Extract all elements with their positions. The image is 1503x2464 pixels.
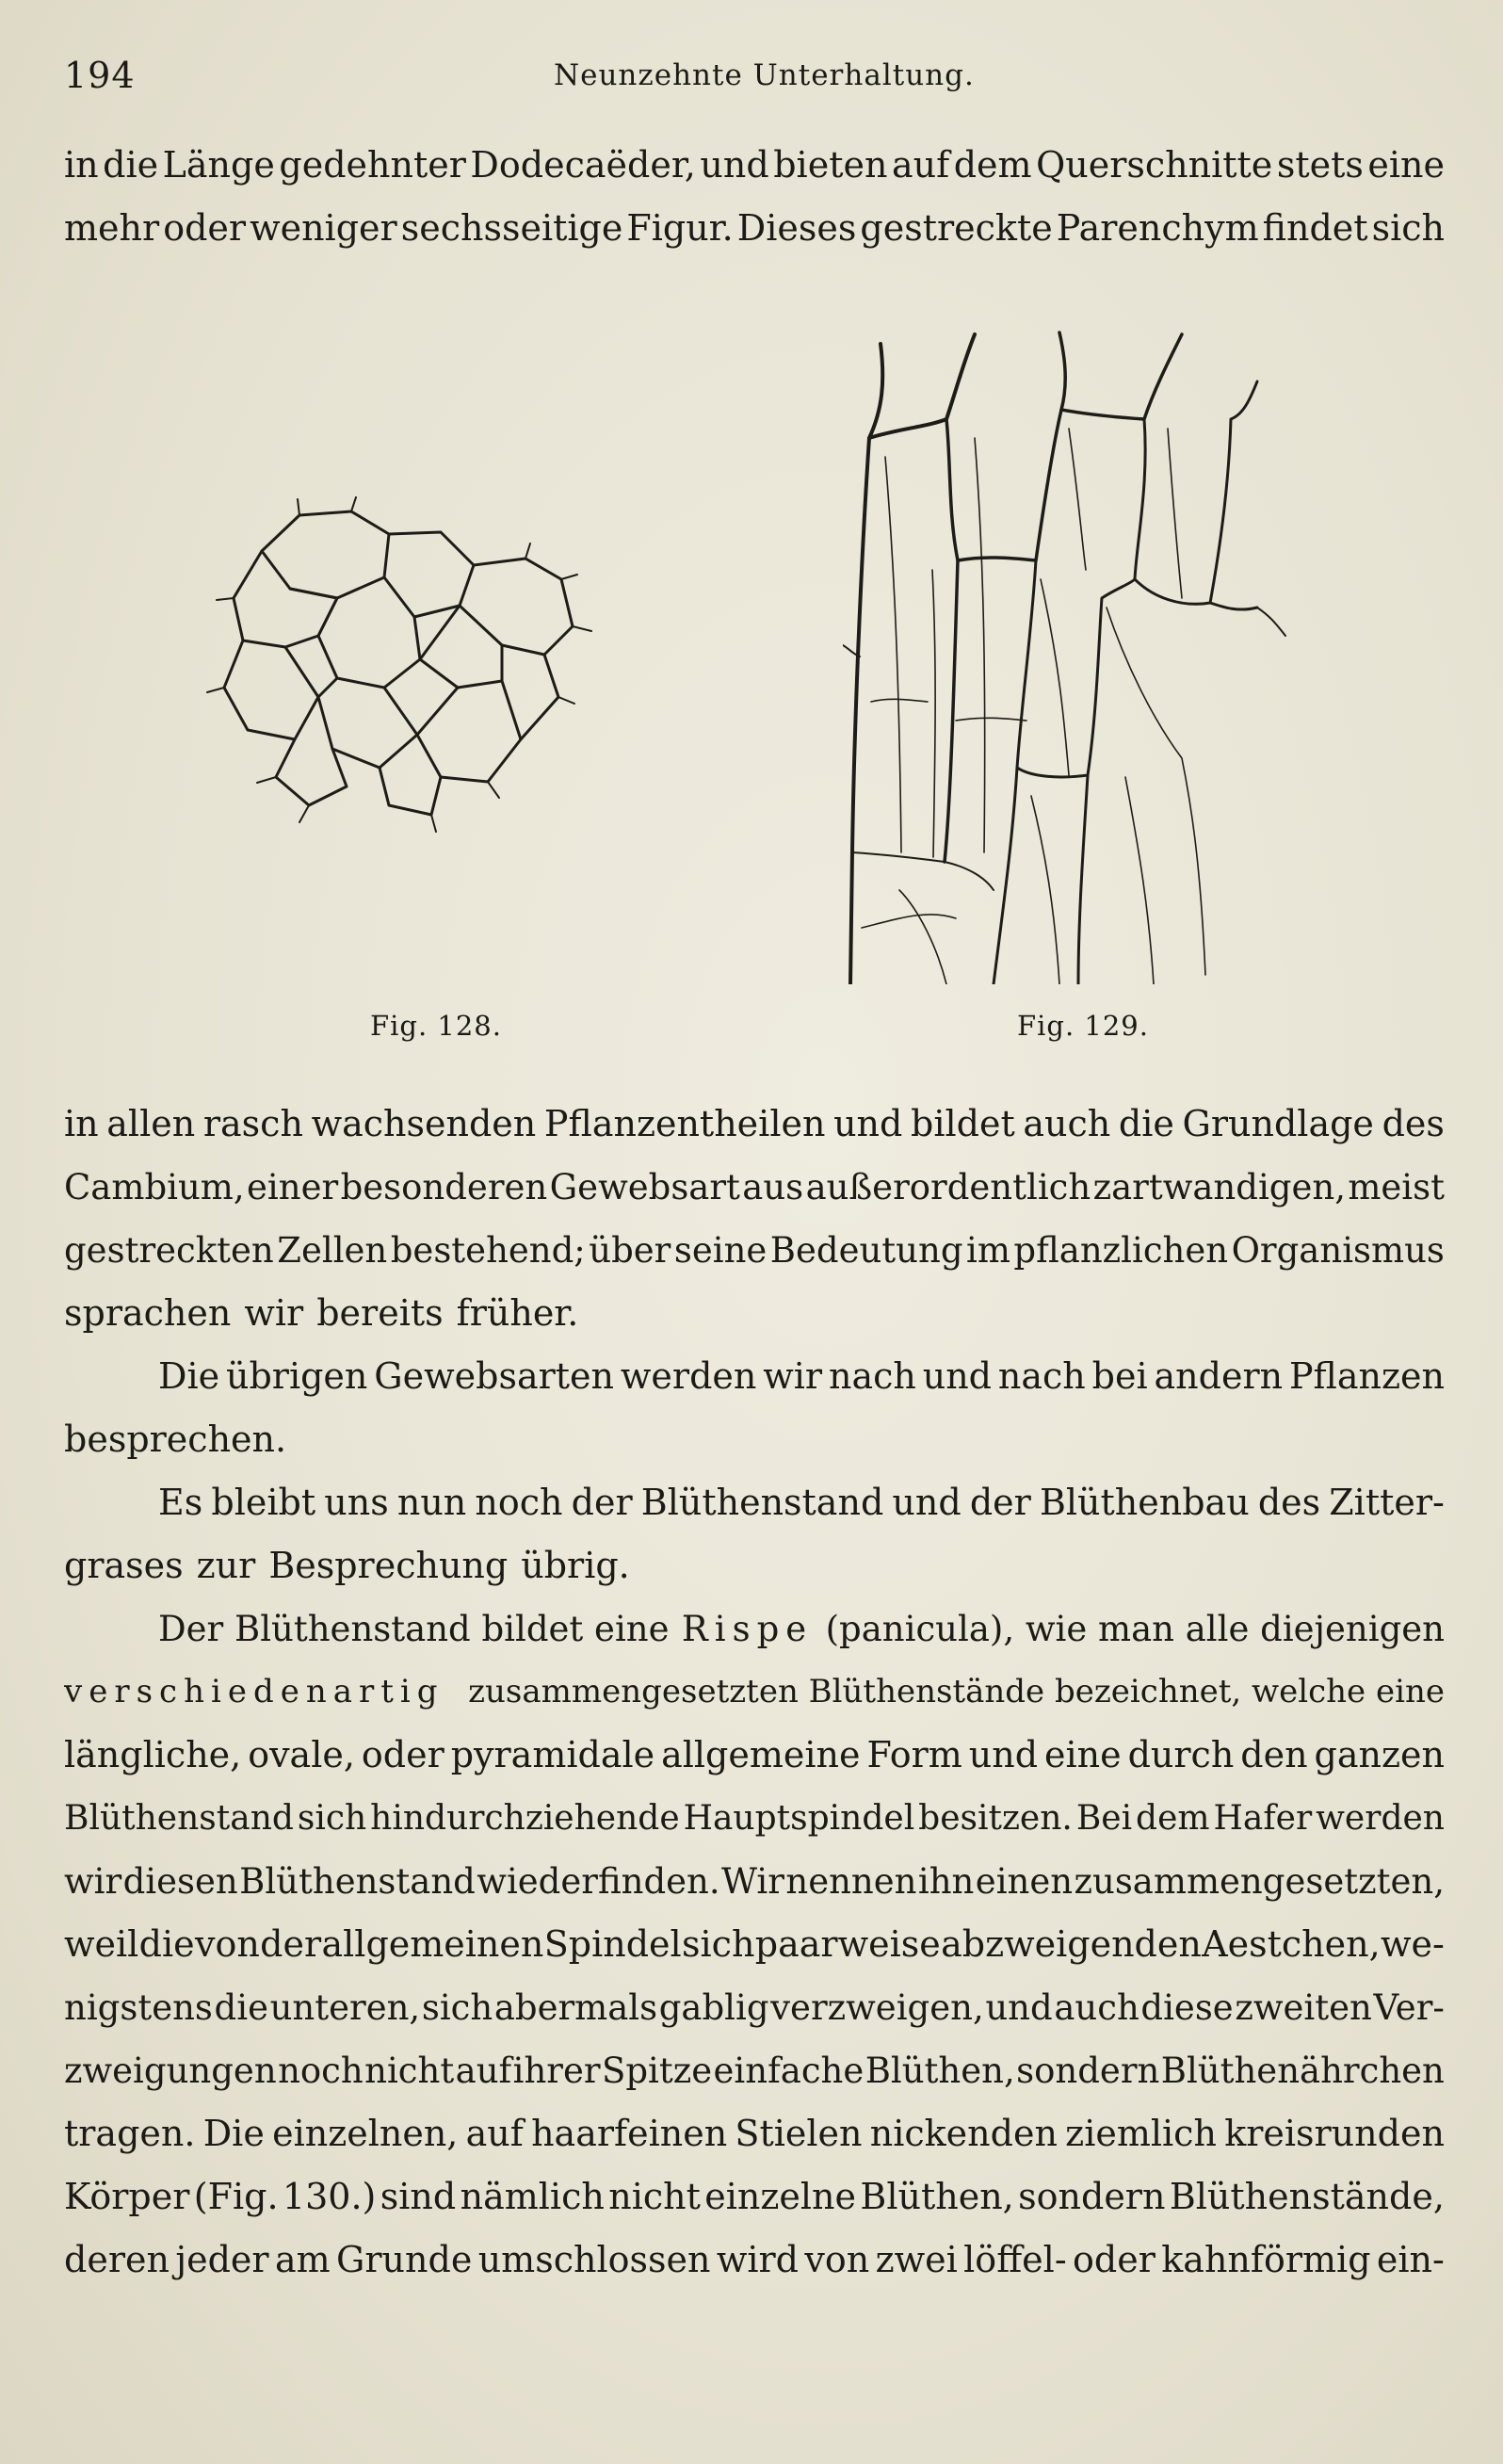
word: bei: [1091, 1355, 1148, 1397]
word: Länge: [162, 144, 275, 186]
word: Grunde: [336, 2239, 473, 2280]
word: einzelnen,: [272, 2113, 459, 2154]
word: besprechen.: [64, 1418, 287, 1460]
word: sich: [421, 1987, 493, 2028]
word: einfache: [713, 2051, 865, 2091]
text-line: [64, 1408, 1445, 1471]
word: die: [1118, 1103, 1174, 1144]
page-number: 194: [64, 55, 136, 96]
word: (Fig.: [193, 2176, 279, 2217]
word: sechsseitige: [400, 207, 623, 249]
word: und: [968, 1734, 1039, 1775]
word: ovale,: [248, 1734, 355, 1775]
word: Organismus: [1231, 1230, 1445, 1271]
word: ziemlich: [1065, 2113, 1217, 2154]
word: der: [571, 1482, 633, 1523]
word: ihn: [917, 1861, 975, 1902]
word: Körper: [64, 2176, 190, 2217]
word: bestehend;: [390, 1230, 586, 1271]
word: Besprechung: [268, 1545, 509, 1586]
word: die: [214, 1987, 268, 2028]
word: übrig.: [521, 1545, 630, 1586]
word: auf: [891, 144, 950, 186]
word: sondern: [1018, 2176, 1166, 2217]
word: und: [892, 1482, 962, 1523]
word: tragen.: [64, 2113, 196, 2154]
word: allgemeinen: [321, 1923, 544, 1965]
word: dem: [1136, 1799, 1210, 1838]
word: Querschnitte: [1036, 144, 1273, 186]
term-verschiedenartig: verschiedenartig: [64, 1673, 444, 1710]
figure-129-caption: Fig. 129.: [1017, 1010, 1149, 1042]
text-line: [64, 1219, 1445, 1282]
word: weniger: [250, 207, 397, 249]
word: in: [64, 1103, 99, 1144]
page-header: [64, 55, 1446, 111]
word: werden: [1316, 1799, 1445, 1838]
text-line: [64, 1850, 1445, 1913]
word: rasch: [202, 1103, 303, 1144]
word: die: [103, 144, 159, 186]
word: Dieses: [736, 207, 857, 249]
word: Hauptspindel: [683, 1799, 915, 1838]
word: abzweigenden: [941, 1923, 1202, 1965]
word: Gewebsarten: [374, 1355, 615, 1397]
word: die: [138, 1923, 195, 1965]
word: sich: [682, 1923, 755, 1965]
text-line: [64, 1787, 1445, 1850]
term-rispe: Rispe: [681, 1609, 814, 1649]
word: auch: [1054, 1987, 1139, 2028]
word: gablig: [658, 1987, 769, 2028]
word: Zellen: [277, 1230, 388, 1271]
word: des: [1382, 1103, 1445, 1144]
word: nigstens: [64, 1987, 213, 2028]
text-line-mixed: [64, 1661, 1445, 1724]
word: in: [64, 144, 99, 186]
word: zur: [196, 1545, 256, 1586]
word: paarweise: [754, 1923, 941, 1965]
text-line: [64, 1282, 1445, 1345]
text-block-main: [64, 1093, 1445, 2292]
word: wird: [716, 2239, 799, 2280]
word: zweigungen: [64, 2051, 277, 2091]
word: sind: [380, 2176, 457, 2217]
word: Cambium,: [64, 1167, 245, 1208]
word: noch: [475, 1482, 563, 1523]
word: Bedeutung: [769, 1230, 963, 1271]
word: bereits: [316, 1292, 444, 1334]
word: abermals: [493, 1987, 658, 2028]
word: Blüthenstand: [239, 1861, 476, 1902]
text-line: [64, 1724, 1445, 1787]
word: von: [804, 2239, 870, 2280]
word: sondern: [1016, 2051, 1160, 2091]
figure-129-elongated-cells: [843, 325, 1295, 984]
word: Hafer: [1213, 1799, 1313, 1838]
word: übrigen: [225, 1355, 368, 1397]
word: oder: [1073, 2239, 1156, 2280]
word: findet: [1262, 207, 1368, 249]
word: nämlich: [460, 2176, 605, 2217]
text-line: [64, 1156, 1445, 1219]
word: besonderen: [340, 1167, 548, 1208]
word: stets: [1276, 144, 1364, 186]
text-line-mixed: [64, 1597, 1445, 1661]
word: Form: [866, 1734, 962, 1775]
word: und: [985, 1987, 1053, 2028]
word: sprachen: [64, 1292, 232, 1334]
word: der: [969, 1482, 1031, 1523]
word: Dodecaëder,: [470, 144, 696, 186]
word: Blüthenährchen: [1160, 2051, 1445, 2091]
word: einer: [247, 1167, 339, 1208]
word: besitzen.: [918, 1799, 1073, 1838]
word: deren: [64, 2239, 170, 2280]
word: wir: [763, 1355, 823, 1397]
word: zweiten: [1235, 1987, 1372, 2028]
word: der: [260, 1923, 322, 1965]
word: längliche,: [64, 1734, 242, 1775]
word: nach: [997, 1355, 1086, 1397]
word: zusammengesetzten,: [1074, 1861, 1445, 1902]
word: ihrer: [512, 2051, 601, 2091]
word: nicht: [364, 2051, 455, 2091]
word: we-: [1381, 1923, 1445, 1965]
text-line: [64, 1913, 1445, 1976]
word: sich: [297, 1799, 367, 1838]
word: jeder: [175, 2239, 269, 2280]
figure-128-caption: Fig. 128.: [370, 1010, 502, 1042]
word: Blüthenstände,: [1169, 2176, 1445, 2217]
word: andern: [1154, 1355, 1284, 1397]
word: gestreckten: [64, 1230, 274, 1271]
word: Spindel: [543, 1923, 682, 1965]
text-segment: Der Blüthenstand bildet eine: [158, 1609, 670, 1649]
word: uns: [324, 1482, 389, 1523]
word: am: [274, 2239, 331, 2280]
text-line: [64, 2229, 1445, 2292]
word: Blüthen,: [860, 2176, 1014, 2217]
text-line: [64, 197, 1445, 260]
word: sich: [1371, 207, 1445, 249]
word: nennen: [785, 1861, 917, 1902]
text-line: [64, 1976, 1445, 2039]
word: außerordentlich: [805, 1167, 1091, 1208]
word: oder: [163, 207, 247, 249]
word: wir: [244, 1292, 304, 1334]
word: diese: [1140, 1987, 1234, 2028]
fig-129-drawing: [843, 325, 1295, 984]
word: Aestchen,: [1202, 1923, 1381, 1965]
word: mehr: [64, 207, 160, 249]
word: durch: [1127, 1734, 1235, 1775]
word: Ver-: [1373, 1987, 1445, 2028]
word: meist: [1348, 1167, 1445, 1208]
text-line: [64, 134, 1445, 197]
word: und: [833, 1103, 903, 1144]
word: unteren,: [269, 1987, 421, 2028]
word: den: [1240, 1734, 1308, 1775]
word: einen: [975, 1861, 1074, 1902]
word: löffel-: [963, 2239, 1067, 2280]
word: ganzen: [1314, 1734, 1445, 1775]
word: Bei: [1075, 1799, 1133, 1838]
word: Zitter-: [1329, 1482, 1445, 1523]
running-head: Neunzehnte Unterhaltung.: [554, 58, 975, 92]
word: einzelne: [704, 2176, 857, 2217]
word: grases: [64, 1545, 184, 1586]
word: allgemeine: [661, 1734, 861, 1775]
word: dem: [953, 144, 1032, 186]
word: nickenden: [869, 2113, 1058, 2154]
text-line: [64, 1471, 1445, 1534]
word: gestreckte: [860, 207, 1053, 249]
word: eine: [1367, 144, 1445, 186]
word: Blüthenbau: [1039, 1482, 1250, 1523]
word: Wir: [721, 1861, 784, 1902]
word: verzweigen,: [770, 1987, 984, 2028]
word: weil: [64, 1923, 139, 1965]
word: diesen: [122, 1861, 238, 1902]
word: Grundlage: [1182, 1103, 1374, 1144]
word: Parenchym: [1056, 207, 1259, 249]
word: werden: [620, 1355, 757, 1397]
word: auch: [1023, 1103, 1111, 1144]
word: Figur.: [626, 207, 734, 249]
text-line: [64, 2039, 1445, 2102]
word: wiederfinden.: [477, 1861, 720, 1902]
text-line: [64, 2165, 1445, 2229]
word: aus: [742, 1167, 804, 1208]
word: und: [922, 1355, 993, 1397]
word: Blüthenstand: [64, 1799, 294, 1838]
word: auf: [465, 2113, 524, 2154]
word: Die: [202, 2113, 265, 2154]
word: bleibt: [211, 1482, 316, 1523]
word: Blüthenstand: [640, 1482, 884, 1523]
word: zwei: [875, 2239, 958, 2280]
word: Die: [158, 1355, 220, 1397]
word: Gewebsart: [549, 1167, 740, 1208]
word: nicht: [608, 2176, 701, 2217]
word: bieten: [773, 144, 888, 186]
word: auf: [455, 2051, 512, 2091]
word: Stielen: [735, 2113, 863, 2154]
text-line: [64, 1093, 1445, 1156]
fig-128-drawing: [205, 494, 638, 852]
word: Blüthen,: [865, 2051, 1015, 2091]
word: gedehnter: [279, 144, 466, 186]
word: über: [589, 1230, 671, 1271]
figure-128-parenchyma-cells: [205, 494, 638, 852]
word: oder: [361, 1734, 444, 1775]
word: zartwandigen,: [1092, 1167, 1346, 1208]
word: nach: [828, 1355, 916, 1397]
word: umschlossen: [477, 2239, 711, 2280]
word: im: [966, 1230, 1010, 1271]
word: Es: [158, 1482, 203, 1523]
word: Spitze: [601, 2051, 713, 2091]
word: haarfeinen: [531, 2113, 728, 2154]
text-segment: (panicula), wie man alle diejenigen: [825, 1609, 1445, 1649]
word: kreisrunden: [1224, 2113, 1445, 2154]
word: eine: [1044, 1734, 1122, 1775]
word: wir: [64, 1861, 122, 1902]
word: Pflanzen: [1288, 1355, 1445, 1397]
word: 130.): [282, 2176, 377, 2217]
word: noch: [278, 2051, 364, 2091]
word: bildet: [911, 1103, 1015, 1144]
word: wachsenden: [311, 1103, 537, 1144]
text-line: [64, 2102, 1445, 2165]
word: hindurchziehende: [370, 1799, 680, 1838]
word: pflanzlichen: [1013, 1230, 1229, 1271]
word: früher.: [456, 1292, 579, 1334]
word: von: [194, 1923, 260, 1965]
word: seine: [673, 1230, 768, 1271]
text-line: [64, 1534, 1445, 1597]
word: pyramidale: [450, 1734, 655, 1775]
word: und: [700, 144, 769, 186]
text-block-top: [64, 134, 1445, 260]
text-line: [64, 1345, 1445, 1408]
text-segment: zusammengesetzten Blüthenstände bezeichnet, welche eine: [468, 1673, 1445, 1710]
word: Pflanzentheilen: [543, 1103, 826, 1144]
word: ein-: [1376, 2239, 1445, 2280]
word: des: [1257, 1482, 1321, 1523]
word: kahnförmig: [1161, 2239, 1371, 2280]
word: allen: [106, 1103, 196, 1144]
word: nun: [396, 1482, 467, 1523]
